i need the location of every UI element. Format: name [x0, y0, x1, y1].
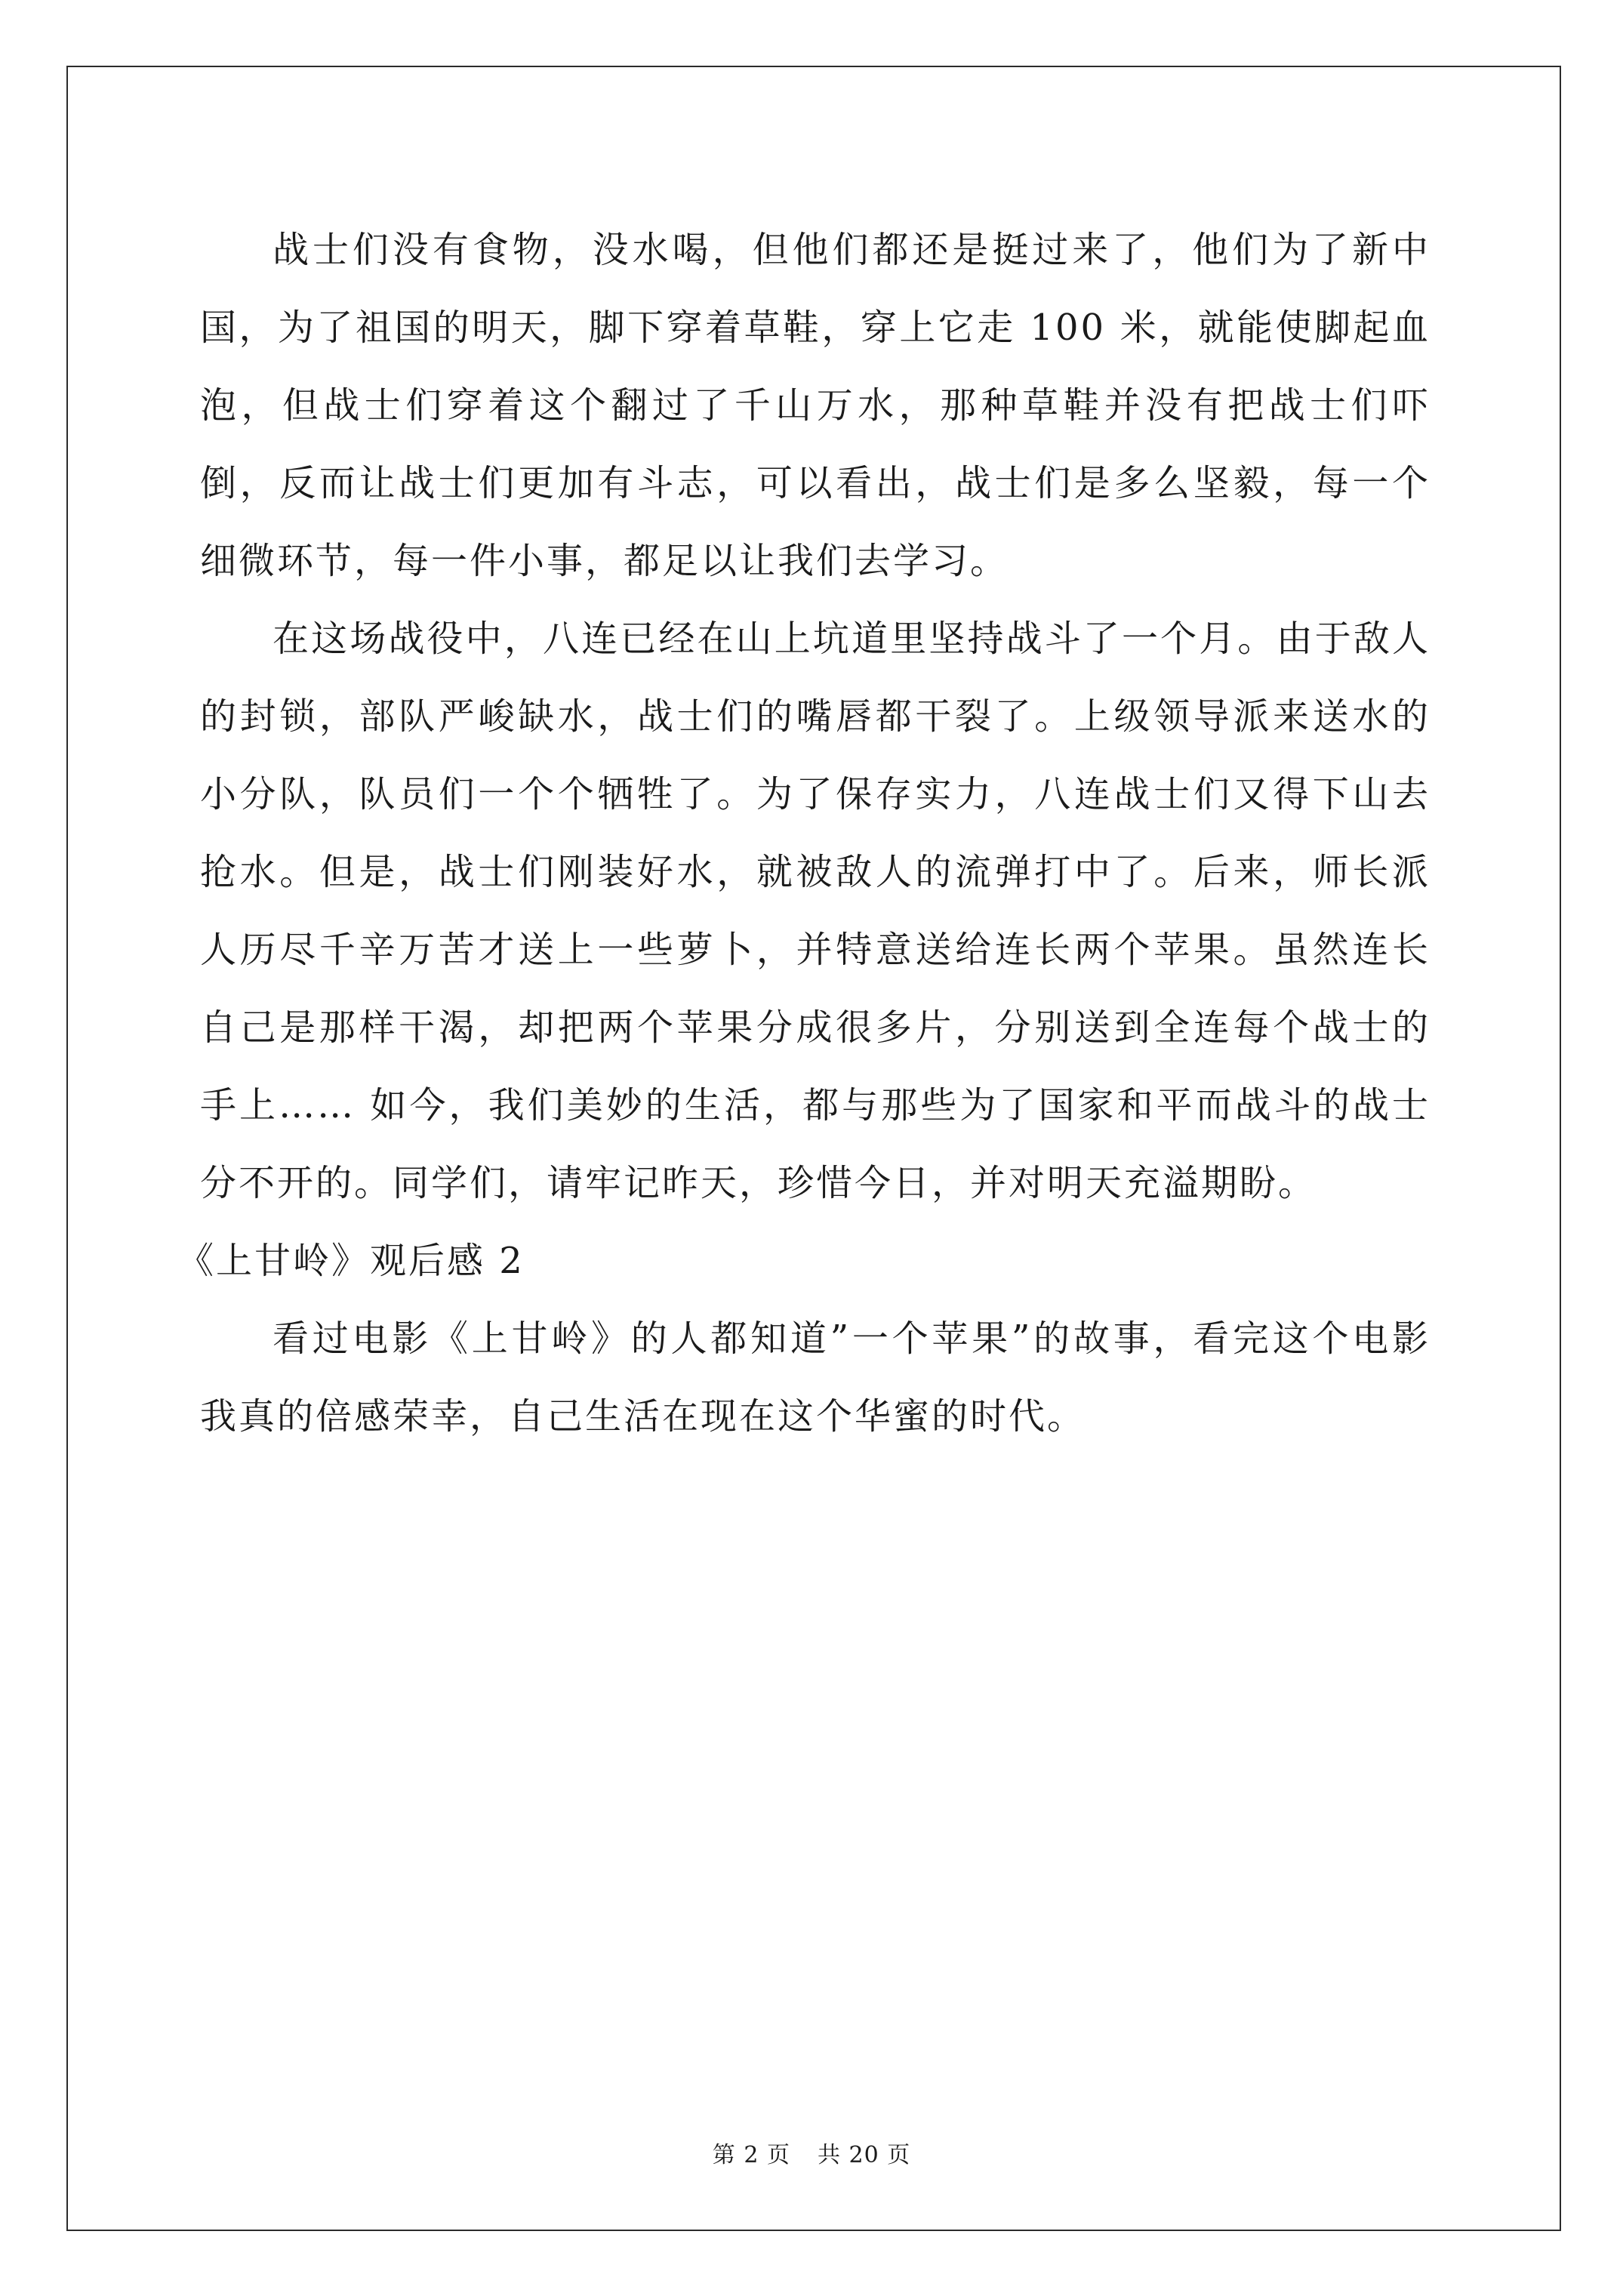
section-heading: 《上甘岭》观后感 2	[177, 1240, 525, 1282]
page-number: 第 2 页	[712, 2142, 790, 2168]
body-paragraph-2: 在这场战役中，八连已经在山上坑道里坚持战斗了一个月。由于敌人的封锁，部队严峻缺水，战士们的嘴唇都干裂了。上级领导派来送水的小分队，队员们一个个牺牲了。为了保存实力，八连战士们又得下山去抢水。但是，战士们刚装好水，就被敌人的流弹打中了。后来，师长派人历尽千辛万苦才送上一些萝卜，并特意送给连长两个苹果。虽然连长自己是那样干渴，却把两个苹果分成很多片，分别送到全连每个战士的手上…… 如今，我们美妙的生活，都与那些为了国家和平而战斗的战士分不开的。同学们，请牢记昨天，珍惜今日，并对明天充溢期盼。	[200, 618, 1431, 1204]
page-footer	[0, 2136, 1623, 2169]
document-body	[177, 211, 1431, 1456]
page-total: 共 20 页	[817, 2142, 911, 2168]
body-paragraph-1: 战士们没有食物，没水喝，但他们都还是挺过来了，他们为了新中国，为了祖国的明天，脚下穿着草鞋，穿上它走 100 米，就能使脚起血泡，但战士们穿着这个翻过了千山万水，那种草鞋并没有把战士们吓倒，反而让战士们更加有斗志，可以看出，战士们是多么坚毅，每一个细微环节，每一件小事，都足以让我们去学习。	[200, 229, 1431, 582]
body-paragraph-3: 看过电影《上甘岭》的人都知道”一个苹果”的故事，看完这个电影我真的倍感荣幸，自己生活在现在这个华蜜的时代。	[200, 1318, 1431, 1438]
